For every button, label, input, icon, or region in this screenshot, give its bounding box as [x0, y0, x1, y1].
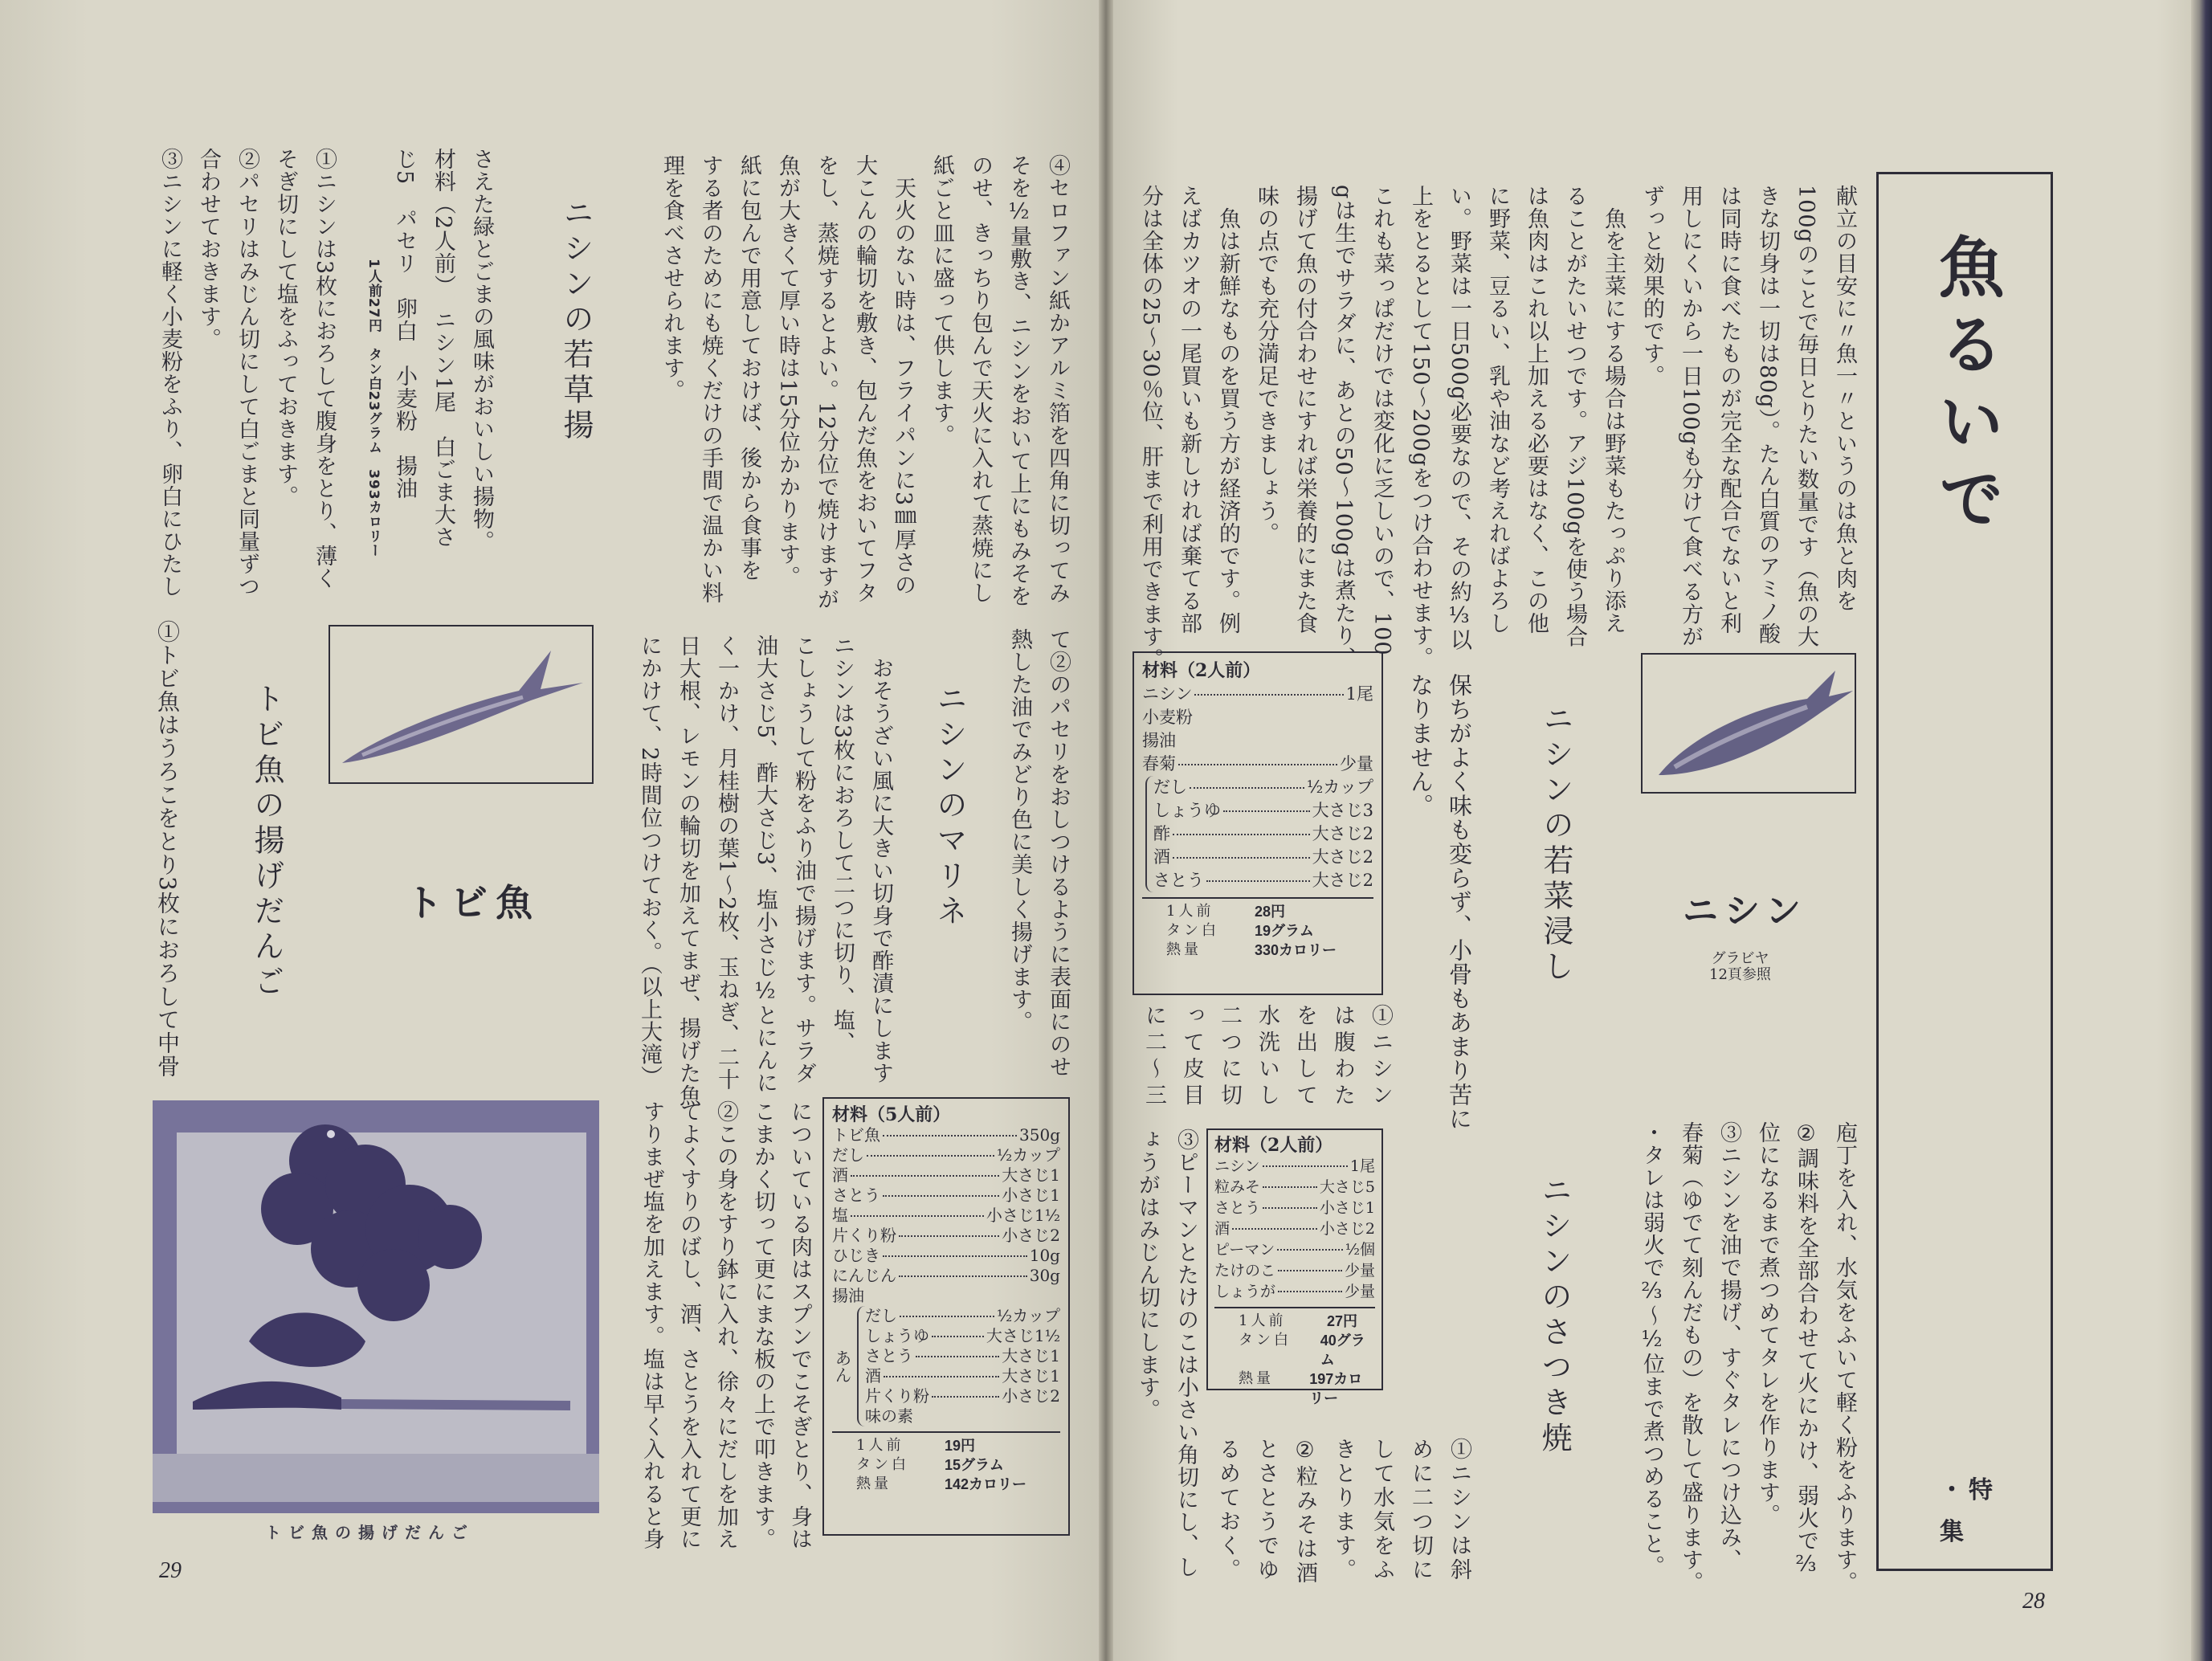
nutrition-row: [856, 1475, 1060, 1494]
nutrition-value: 27円: [1327, 1313, 1358, 1329]
ingredient-row: [865, 1346, 1060, 1366]
feature-series-label: ・特 集: [1940, 1476, 1998, 1546]
nutrition-value: 15グラム: [945, 1457, 1004, 1473]
ingredient-amount: 大さじ2: [1312, 824, 1373, 843]
satsuki-continued-steps: ④セロファン紙かアルミ箔を四角に切ってみ そを½量敷き、ニシンをおいて上にもみそを のせ、きっちり包んで天火に入れて蒸焼にし 紙ごと皿に盛って供します。 天火のない時は、フライパンに3㎜厚さの 大こんの輪切を敷き、包んだ魚をおいてフタ をし、蒸焼するとよい。12分位で焼けますが 魚が大きくて厚い時は15分位かかります。 紙に包んで用意しておけば、後から食事を する者のためにも焼くだけの手間で温かい料 理を食べさせられます。: [659, 154, 1070, 611]
ingredients-box-satsuki: [1206, 1128, 1383, 1406]
ingredient-amount: 30g: [1029, 1266, 1060, 1285]
dotted-leader: [932, 1396, 999, 1398]
ingredient-name: 小麦粉: [1142, 708, 1193, 727]
nutrition-value: 19円: [945, 1438, 976, 1454]
ingredient-name: トビ魚: [832, 1125, 880, 1145]
ingredient-amount: 小さじ1½: [986, 1206, 1060, 1225]
wakakusa-continued-steps: て②のパセリをおしつけるように表面にのせ 熱した油でみどり色に美しく揚げます。: [1007, 628, 1071, 1078]
nutrition-label: 熱量: [856, 1475, 892, 1492]
recipe-wakakusa-nutrition: 1人前27円 タン白23グラム 393カロリー: [365, 259, 382, 558]
ingredients-title: 材料（2人前）: [1142, 660, 1261, 681]
dotted-leader: [1232, 1228, 1317, 1230]
tobiuo-section-title: トビ魚: [406, 881, 541, 924]
dotted-leader: [851, 1215, 984, 1217]
feature-title: 魚るいで: [1928, 233, 2005, 541]
dotted-leader: [899, 1235, 999, 1237]
page-edge: [2191, 0, 2212, 1661]
ingredient-amount: 小さじ2: [1002, 1386, 1060, 1406]
ingredient-amount: 350g: [1019, 1125, 1060, 1145]
dotted-leader: [1278, 1270, 1342, 1271]
seasoning-bracket: [1145, 776, 1373, 892]
ingredient-name: だし: [865, 1306, 897, 1325]
nutrition-value: 142カロリー: [945, 1476, 1027, 1492]
dotted-leader: [1263, 1165, 1348, 1167]
ingredient-row: [865, 1366, 1060, 1386]
ingredient-row: [1142, 729, 1373, 753]
dotted-leader: [1223, 810, 1310, 812]
ingredient-amount: ½カップ: [1306, 777, 1373, 797]
ingredient-amount: 10g: [1029, 1246, 1060, 1265]
ingredient-name: 酢: [1153, 824, 1170, 843]
ingredient-name: さとう: [865, 1346, 913, 1365]
ingredient-amount: 少量: [1340, 754, 1373, 773]
ingredient-amount: 1尾: [1345, 684, 1373, 704]
nutrition-row: [856, 1455, 1060, 1475]
ingredient-name: しょうゆ: [1153, 801, 1221, 820]
nutrition-label: タン白: [856, 1456, 909, 1473]
recipe-marine-body: おそうざい風に大きい切身で酢漬にします ニシンは3枚におろして二つに切り、塩、 こしょうして粉をふり油で揚げます。サラダ 油大さじ5、酢大さじ3、塩小さじ½とにんに く一かけ、月桂樹の葉1〜2枚、玉ねぎ、二十 日大根、レモンの輪切を加えてまぜ、揚げた魚 にかけて、2時間位つけておく。（以上大滝）: [637, 635, 893, 1107]
dotted-leader: [1263, 1186, 1317, 1188]
photo-caption: トビ魚の揚げだんご: [265, 1523, 475, 1542]
recipe-heading-satsuki: ニシンのさつき焼: [1537, 1174, 1572, 1457]
ingredient-amount: ½カップ: [996, 1306, 1060, 1325]
ingredient-row: [1214, 1260, 1375, 1281]
ingredient-row: [1214, 1281, 1375, 1302]
nutrition-row: [1239, 1312, 1375, 1331]
ingredient-name: 粒みそ: [1214, 1178, 1261, 1196]
nutrition-label: 熱量: [1166, 941, 1202, 958]
recipe-heading-wakakusa: ニシンの若草揚: [558, 197, 594, 444]
tobiuo-dumpling-photo: [153, 1100, 599, 1513]
ingredient-row: [832, 1246, 1060, 1266]
ingredient-row: [1153, 799, 1373, 822]
recipe-tobiuo-continued: についている肉はスプンでこそぎとり、身は こまかく切って更にまな板の上で叩きます。 ②この身をすり鉢に入れ、徐々にだしを加え てよくすりのばし、酒、さとうを入れて更に すりまぜ塩を加えます。塩は早く入れると身: [639, 1100, 812, 1550]
nutrition-row: [1166, 902, 1373, 921]
recipe-satsuki-steps-long: ③ピーマンとたけのこは小さい角切にし、し ょうがはみじん切にします。: [1135, 1128, 1198, 1578]
herring-fish-icon: [1643, 655, 1855, 792]
nutrition-summary: [832, 1431, 1060, 1494]
ingredient-name: しょうが: [1214, 1283, 1276, 1300]
recipe-wakana-steps: ①ニシン は腹わた を出して 水洗いし 二つに切 って皮目 に二〜三: [1141, 1004, 1393, 1110]
recipe-wakakusa-steps: ①ニシンは3枚におろして腹身をとり、薄く そぎ切にして塩をふっておきます。 ②パセリはみじん切にして白ごまと同量ずつ 合わせておきます。 ③ニシンに軽く小麦粉をふり、卵白にひたし: [157, 148, 337, 598]
ingredient-amount: 小さじ2: [1319, 1220, 1375, 1238]
ingredient-name: ひじき: [832, 1246, 880, 1265]
nutrition-value: 330カロリー: [1255, 942, 1337, 958]
gravure-reference: グラビヤ 12頁参照: [1709, 950, 1771, 983]
ingredient-name: ニシン: [1142, 684, 1193, 704]
dotted-leader: [1277, 1249, 1342, 1251]
nutrition-summary: [1214, 1307, 1375, 1408]
recipe-tobiuo-step1: ①トビ魚はうろこをとり3枚におろして中骨: [154, 620, 181, 1078]
page-number-left: 29: [159, 1558, 182, 1583]
nutrition-summary: [1142, 897, 1373, 960]
nutrition-row: [1166, 921, 1373, 941]
photo-image: [153, 1100, 599, 1513]
nutrition-label: タン白: [1239, 1332, 1292, 1349]
ingredients-title: 材料（5人前）: [832, 1104, 951, 1125]
intro-text: 献立の目安に〃魚一〃というのは魚と肉を 100gのことで毎日とりたい数量です（魚の大 きな切身は一切は80g）。たん白質のアミノ酸 は同時に食べたものが完全な配合でないと利 用しにくいから一日100gも分けて食べる方が ずっと効果的です。 魚を主菜にする場合は野菜もたっぷり添え ることがたいせつです。アジ100gを使う場合 は魚肉はこれ以上加える必要はなく、この他 に野菜、豆るい、乳や油など考えればよろし い。野菜は一日500g必要なので、その約⅓以 上をとるとして150〜200gをつけ合わせます。 これも菜っぱだけでは変化に乏しいので、100 gは生でサラダに、あとの50〜100gは煮たり、 揚げて魚の付合わせにすれば栄養的にまた食 味の点でも充分満足できましょう。 魚は新鮮なものを買う方が経済的です。例 えばカツオの一尾買いも新しければ棄てる部 分は全体の25〜30％位、肝まで利用できます。: [1138, 185, 1857, 671]
dotted-leader: [1194, 694, 1343, 696]
ingredient-name: 酒: [832, 1165, 848, 1185]
ingredient-row: [832, 1145, 1060, 1165]
ingredient-amount: 少量: [1344, 1262, 1375, 1279]
ingredient-amount: 少量: [1344, 1283, 1375, 1300]
recipe-satsuki-steps-short: ①ニシンは斜 めに二つ切に して水気をふ きとります。 ②粒みそは酒 とさとうでゆ るめておく。: [1215, 1438, 1471, 1586]
dotted-leader: [884, 1376, 999, 1377]
nutrition-value: 40グラム: [1320, 1332, 1365, 1368]
nutrition-row: [1166, 941, 1373, 960]
ingredient-row: [865, 1386, 1060, 1406]
ingredient-name: さとう: [832, 1186, 880, 1205]
ingredient-name: 片くり粉: [832, 1226, 896, 1245]
ingredient-name: 揚油: [832, 1286, 864, 1305]
seasoning-group: [1142, 776, 1373, 892]
dotted-leader: [1178, 764, 1337, 765]
ingredient-name: さとう: [1214, 1199, 1261, 1217]
nutrition-row: [1239, 1369, 1375, 1408]
recipe-wakana-body: 保ちがよく味も変らず、小骨もあまり苦に なりません。: [1407, 673, 1473, 1131]
recipe-satsuki-steps-top: 庖丁を入れ、水気をふいて軽く粉をふります。 ②調味料を全部合わせて火にかけ、弱火で⅔ 位になるまで煮つめてタレを作ります。 ③ニシンを油で揚げ、すぐタレにつけ込み、 春菊（ゆでて刻んだもの）を散して盛ります。 ・タレは弱火で⅔〜½位まで煮つめること。: [1639, 1121, 1857, 1594]
nutrition-label: 1人前: [1239, 1312, 1287, 1329]
page-number-right: 28: [2022, 1589, 2045, 1614]
dotted-leader: [1190, 787, 1304, 789]
recipe-wakakusa-intro: さえた緑とごまの風味がおいしい揚物。 材料（2人前） ニシン1尾 白ごま大さ じ5 パセリ 卵白 小麦粉 揚油: [392, 148, 494, 553]
ingredient-name: さとう: [1153, 871, 1204, 890]
dotted-leader: [867, 1155, 994, 1157]
ingredient-row: [832, 1165, 1060, 1186]
ingredient-row: [832, 1226, 1060, 1246]
seasoning-group: [832, 1306, 1060, 1426]
ingredient-row: [832, 1286, 1060, 1306]
ingredient-amount: 大さじ3: [1312, 801, 1373, 820]
ingredient-name: 酒: [865, 1366, 881, 1386]
dotted-leader: [900, 1316, 994, 1317]
ingredient-row: [1214, 1218, 1375, 1239]
ingredients-box-tobiuo: [822, 1097, 1070, 1536]
ingredient-name: にんじん: [832, 1266, 896, 1285]
dotted-leader: [1173, 857, 1310, 859]
ingredient-row: [1214, 1156, 1375, 1177]
nutrition-value: 28円: [1255, 904, 1286, 920]
ingredient-amount: 大さじ1: [1002, 1165, 1060, 1185]
ingredient-row: [1214, 1177, 1375, 1198]
ingredient-name: 片くり粉: [865, 1386, 929, 1406]
dotted-leader: [932, 1336, 984, 1337]
herring-section-title: ニシン: [1683, 891, 1807, 932]
ingredients-title: 材料（2人前）: [1214, 1135, 1333, 1156]
dotted-leader: [1173, 834, 1310, 835]
ingredient-row: [865, 1306, 1060, 1326]
recipe-heading-wakana: ニシンの若菜浸し: [1538, 703, 1573, 986]
ingredient-name: 春菊: [1142, 754, 1176, 773]
ingredients-box-wakana: [1133, 651, 1383, 995]
nutrition-value: 197カロリー: [1309, 1371, 1363, 1406]
ingredient-name: 酒: [1153, 847, 1170, 867]
ingredient-amount: 大さじ1½: [986, 1326, 1060, 1345]
ingredient-name: 味の素: [865, 1406, 913, 1426]
nutrition-row: [856, 1436, 1060, 1455]
ingredient-amount: 大さじ2: [1312, 847, 1373, 867]
ingredient-amount: 小さじ2: [1002, 1226, 1060, 1245]
dotted-leader: [1206, 880, 1310, 882]
recipe-heading-tobiuo: トビ魚の揚げだんご: [249, 683, 284, 1001]
recipe-heading-marine: ニシンのマリネ: [932, 683, 967, 930]
dotted-leader: [1263, 1207, 1317, 1209]
ingredient-name: 揚油: [1142, 731, 1176, 750]
ingredient-amount: 大さじ1: [1002, 1366, 1060, 1386]
dotted-leader: [1278, 1291, 1342, 1292]
dotted-leader: [883, 1255, 1027, 1257]
ingredient-row: [832, 1125, 1060, 1145]
ingredient-amount: 小さじ1: [1319, 1199, 1375, 1217]
ingredient-name: だし: [1153, 777, 1187, 797]
ingredient-amount: 大さじ2: [1312, 871, 1373, 890]
nutrition-label: 1人前: [856, 1437, 904, 1454]
dotted-leader: [899, 1275, 1027, 1277]
herring-illustration: [1641, 653, 1856, 794]
dotted-leader: [883, 1195, 999, 1197]
book-gutter: [1099, 0, 1113, 1661]
ingredient-amount: ½個: [1345, 1241, 1375, 1259]
ingredient-row: [1153, 846, 1373, 869]
ingredient-row: [832, 1266, 1060, 1286]
ingredient-row: [1153, 776, 1373, 799]
seasoning-bracket: [857, 1306, 1060, 1426]
nutrition-label: タン白: [1166, 922, 1219, 939]
seasoning-group-label: あん: [833, 1349, 852, 1383]
ingredient-amount: 大さじ1: [1002, 1346, 1060, 1365]
ingredient-name: しょうゆ: [865, 1326, 929, 1345]
ingredient-row: [832, 1206, 1060, 1226]
flying-fish-illustration: [329, 625, 594, 784]
ingredient-name: 塩: [832, 1206, 848, 1225]
ingredient-name: たけのこ: [1214, 1262, 1276, 1279]
ingredient-name: ピーマン: [1214, 1241, 1275, 1259]
ingredient-row: [865, 1326, 1060, 1346]
ingredient-row: [1214, 1239, 1375, 1260]
ingredient-amount: ½カップ: [996, 1145, 1060, 1165]
ingredient-amount: 1尾: [1349, 1157, 1375, 1175]
ingredient-row: [1142, 753, 1373, 776]
ingredient-name: ニシン: [1214, 1157, 1260, 1175]
nutrition-label: 1人前: [1166, 903, 1214, 920]
nutrition-row: [1239, 1331, 1375, 1369]
ingredient-row: [865, 1406, 1060, 1426]
dotted-leader: [916, 1356, 999, 1357]
nutrition-label: 熱量: [1239, 1370, 1274, 1387]
ingredient-amount: 大さじ5: [1319, 1178, 1375, 1196]
ingredient-row: [1214, 1198, 1375, 1218]
dotted-leader: [883, 1135, 1017, 1137]
ingredient-name: だし: [832, 1145, 864, 1165]
nutrition-value: 19グラム: [1255, 923, 1314, 939]
flying-fish-icon: [330, 626, 592, 782]
ingredient-row: [1153, 869, 1373, 892]
dotted-leader: [851, 1175, 999, 1177]
ingredient-amount: 小さじ1: [1002, 1186, 1060, 1205]
ingredient-row: [1142, 683, 1373, 706]
ingredient-row: [832, 1186, 1060, 1206]
ingredient-row: [1153, 822, 1373, 846]
ingredient-name: 酒: [1214, 1220, 1230, 1238]
ingredient-row: [1142, 706, 1373, 729]
